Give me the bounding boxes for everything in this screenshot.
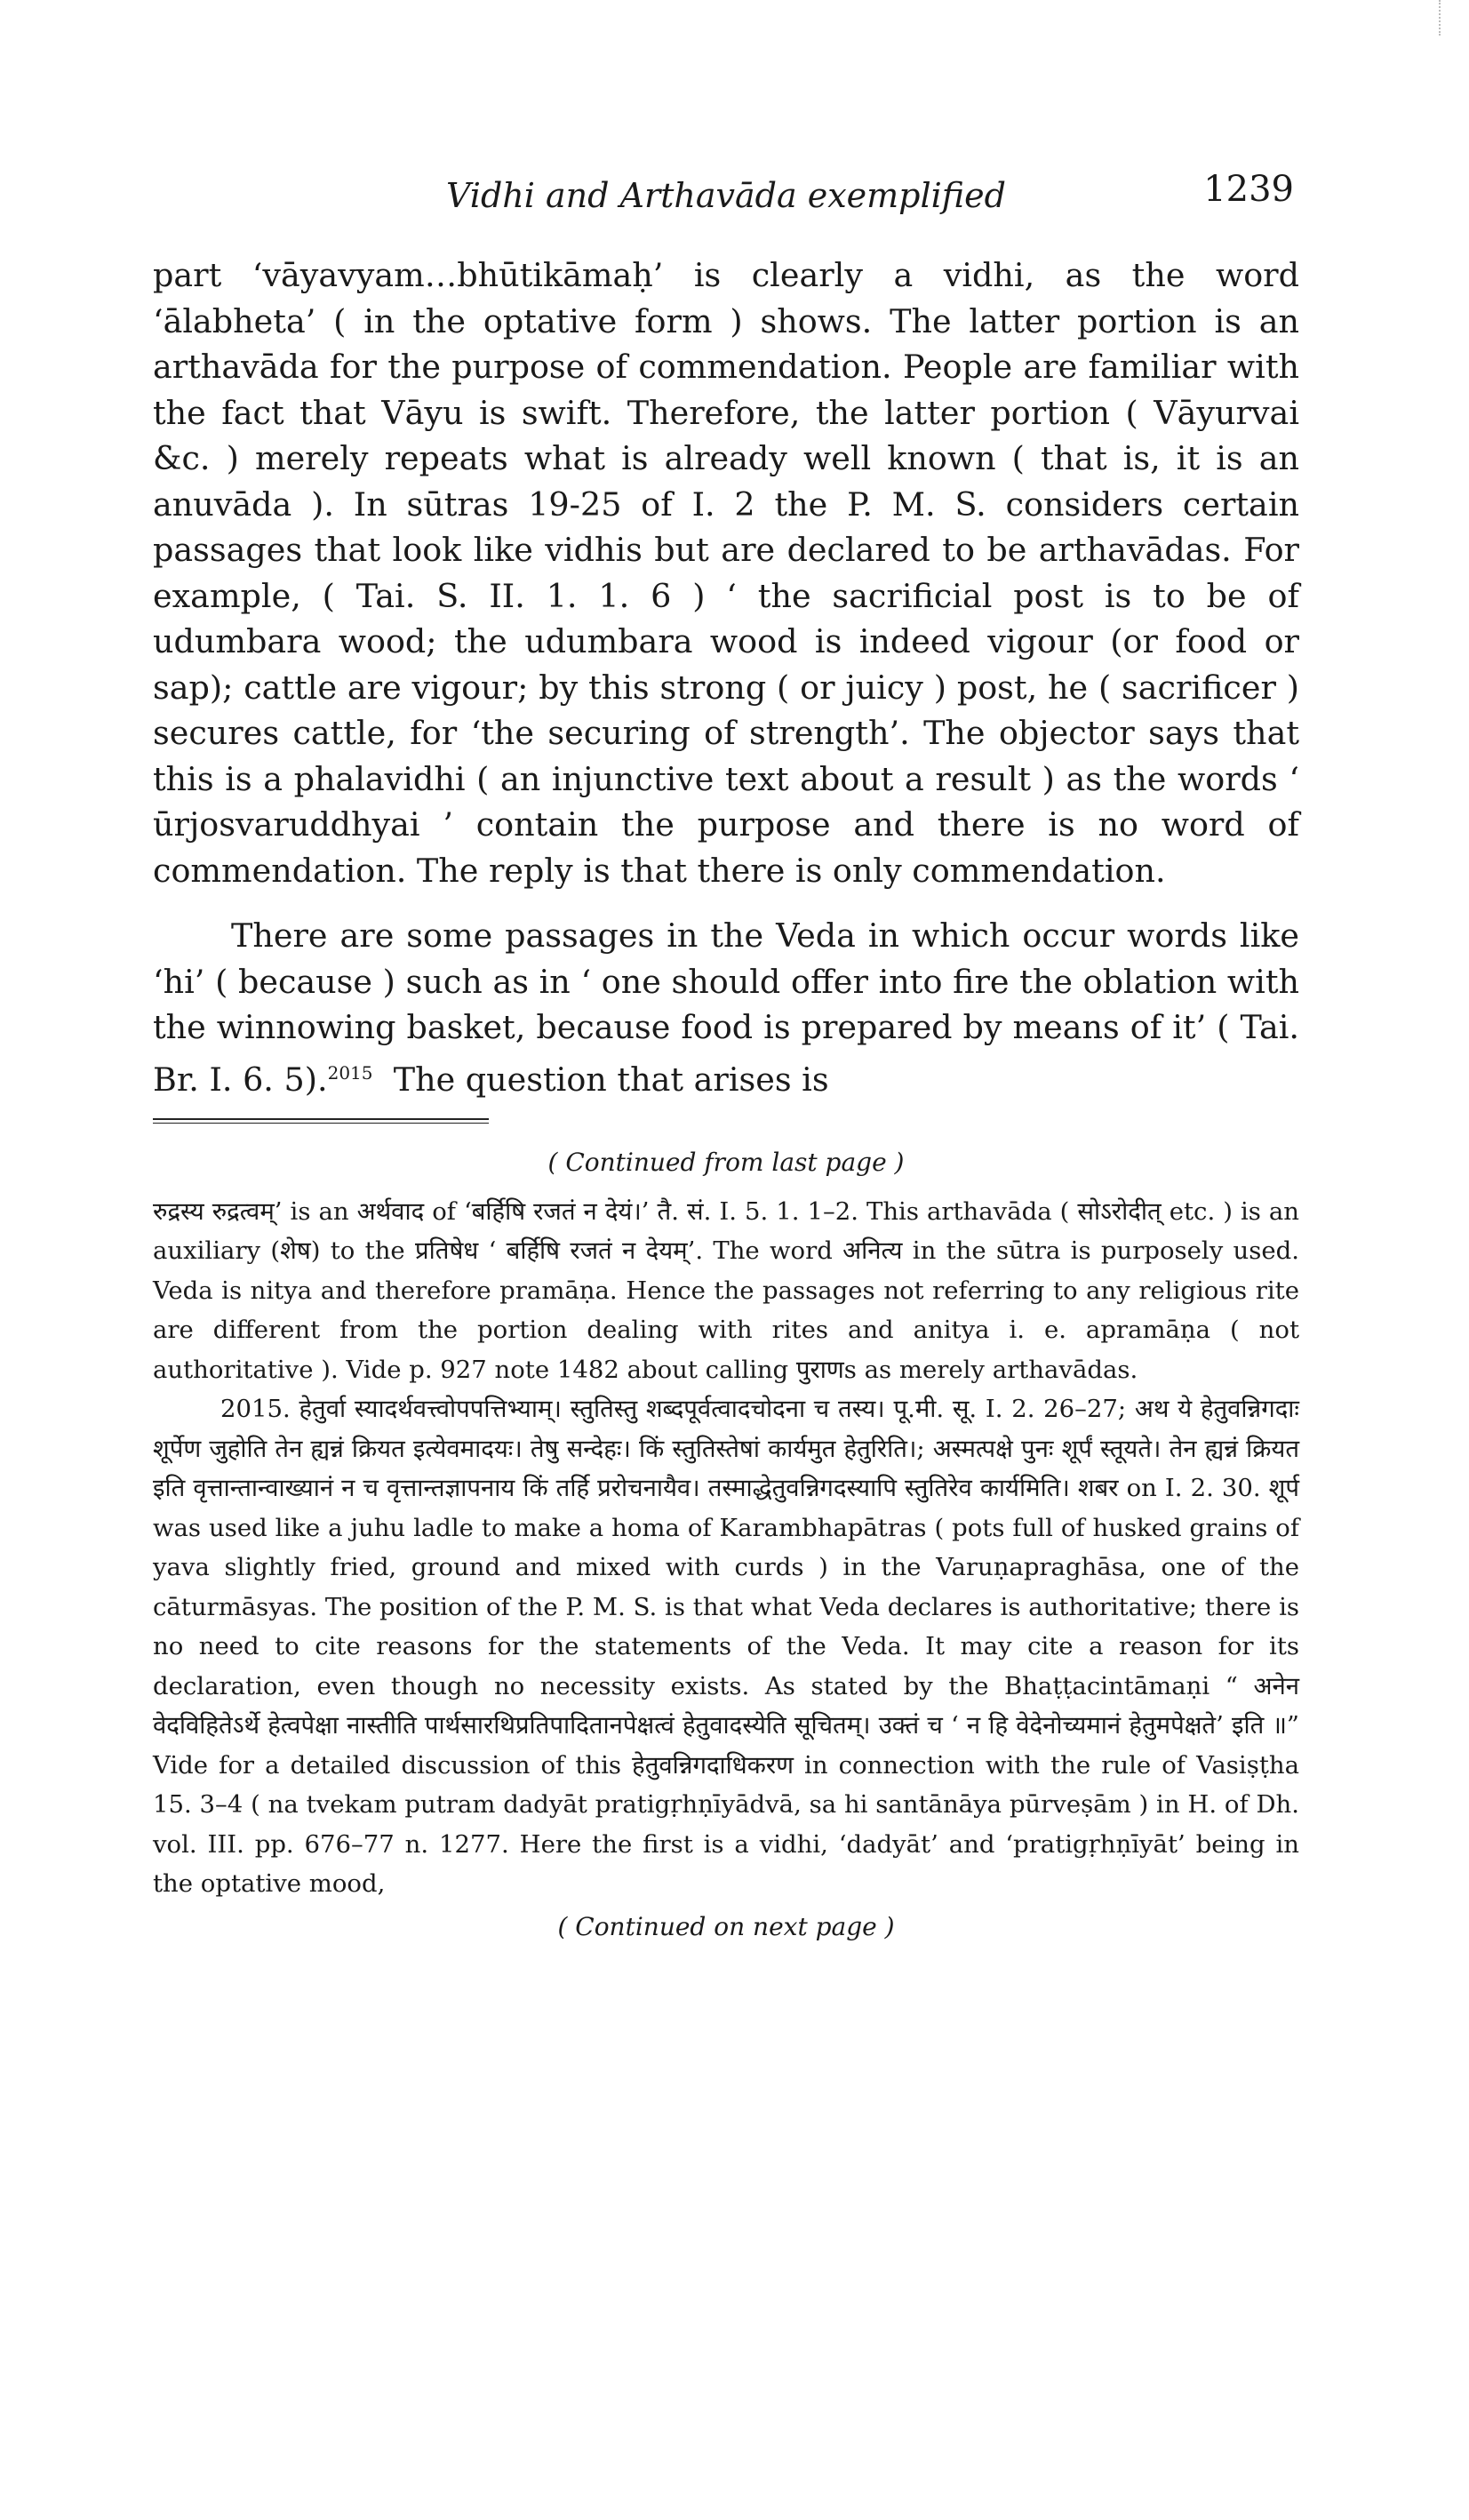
paragraph-2-text: There are some passages in the Veda in which occur words like ‘hi’ ( because ) such as in ‘ one should offer into fire the oblation with the winnowing basket, because food is prepared by means of it’ ( Tai. Br. I. 6. 5). bbox=[153, 916, 1299, 1099]
footnotes bbox=[153, 1143, 1299, 1947]
paragraph-2-end: The question that arises is bbox=[393, 1060, 829, 1099]
running-head bbox=[153, 169, 1299, 222]
footnote-continued: रुद्रस्य रुद्रत्वम्’ is an अर्थवाद of ‘बर्हिषि रजतं न देयं।’ तै. सं. I. 5. 1. 1–2. This arthavāda ( सोऽरोदीत् etc. ) is an auxiliary (शेष) to the प्रतिषेध ‘ बर्हिषि रजतं न देयम्’. The word अनित्य in the sūtra is purposely used. Veda is nitya and therefore pramāṇa. Hence the passages not referring to any religious rite are different from the portion dealing with rites and anitya i. e. apramāṇa ( not authoritative ). Vide p. 927 note 1482 about calling पुराणs as merely arthavādas. bbox=[153, 1196, 1299, 1384]
footnote-rule bbox=[153, 1118, 489, 1124]
continued-on: ( Continued on next page ) bbox=[557, 1911, 895, 1941]
main-text bbox=[153, 252, 1299, 1102]
paragraph-1: part ‘vāyavyam…bhūtikāmaḥ’ is clearly a vidhi, as the word ‘ālabheta’ ( in the optative form ) shows. The latter portion is an arthavāda for the purpose of commendation. People are familiar with the fact that Vāyu is swift. Therefore, the latter portion ( Vāyurvai &c. ) merely repeats what is already well known ( that is, it is an anuvāda ). In sūtras 19-25 of I. 2 the P. M. S. considers certain passages that look like vidhis but are declared to be arthavādas. For example, ( Tai. S. II. 1. 1. 6 ) ‘ the sacrificial post is to be of udumbara wood; the udumbara wood is indeed vigour (or food or sap); cattle are vigour; by this strong ( or juicy ) post, he ( sacrificer ) secures cattle, for ‘the securing of strength’. The objector says that this is a phalavidhi ( an injunctive text about a result ) as the words ‘ ūrjosvaruddhyai ’ contain the purpose and there is no word of commendation. The reply is that there is only commendation. bbox=[153, 256, 1299, 890]
paragraph-2 bbox=[153, 913, 1299, 1102]
continued-from: ( Continued from last page ) bbox=[547, 1148, 905, 1178]
footnote-ref-2015: 2015 bbox=[327, 1061, 373, 1084]
running-title: Vidhi and Arthavāda exemplified bbox=[446, 176, 1006, 215]
margin-mark bbox=[1439, 0, 1442, 36]
page bbox=[153, 169, 1299, 1956]
footnote-2015: 2015. हेतुर्वा स्यादर्थवत्त्वोपपत्तिभ्याम्। स्तुतिस्तु शब्दपूर्वत्वादचोदना च तस्य। पू.मी. सू. I. 2. 26–27; अथ ये हेतुवन्निगदाः शूर्पेण जुहोति तेन ह्यन्नं क्रियत इत्येवमादयः। तेषु सन्देहः। किं स्तुतिस्तेषां कार्यमुत हेतुरिति।; अस्मत्पक्षे पुनः शूर्पं स्तूयते। तेन ह्यन्नं क्रियत इति वृत्तान्तान्वाख्यानं न च वृत्तान्तज्ञापनाय किं तर्हि प्ररोचनायैव। तस्माद्धेतुवन्निगदस्यापि स्तुतिरेव कार्यमिति। शबर on I. 2. 30. शूर्प was used like a juhu ladle to make a homa of Karambhapātras ( pots full of husked grains of yava slightly fried, ground and mixed with curds ) in the Varuṇapraghāsa, one of the cāturmāsyas. The position of the P. M. S. is that what Veda declares is authoritative; there is no need to cite reasons for the statements of the Veda. It may cite a reason for its declaration, even though no necessity exists. As stated by the Bhaṭṭacintāmaṇi “ अनेन वेदविहितेऽर्थे हेत्वपेक्षा नास्तीति पार्थसारथिप्रतिपादितानपेक्षत्वं हेतुवादस्येति सूचितम्। उक्तं च ‘ न हि वेदेनोच्यमानं हेतुमपेक्षते’ इति ॥” Vide for a detailed discussion of this हेतुवन्निगदाधिकरण in connection with the rule of Vasiṣṭha 15. 3–4 ( na tvekam putram dadyāt pratigṛhṇīyādvā, sa hi santānāya pūrveṣām ) in H. of Dh. vol. III. pp. 676–77 n. 1277. Here the first is a vidhi, ‘dadyāt’ and ‘pratigṛhṇīyāt’ being in the optative mood, bbox=[153, 1395, 1299, 1899]
page-number: 1239 bbox=[1203, 169, 1294, 210]
